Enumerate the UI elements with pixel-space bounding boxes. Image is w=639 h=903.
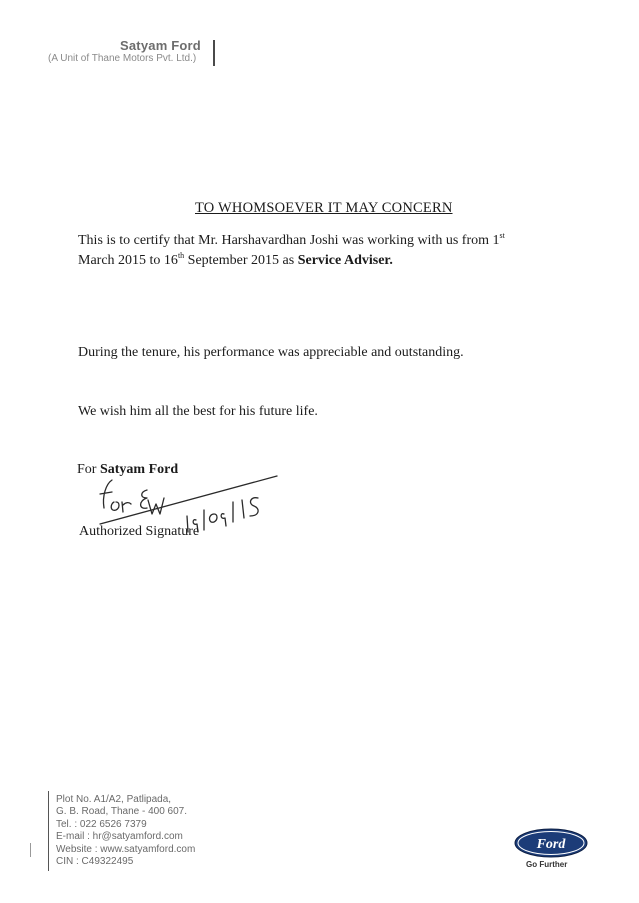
certification-paragraph [78,231,578,271]
ford-logo-text: Ford [536,837,566,852]
p1-text-end: September 2015 as [184,253,298,268]
letterhead-unit: (A Unit of Thane Motors Pvt. Ltd.) [48,53,197,64]
footer-telephone: Tel. : 022 6526 7379 [56,818,147,830]
letter-heading: TO WHOMSOEVER IT MAY CONCERN [195,200,453,216]
ford-tagline: Go Further [526,860,568,869]
letterhead-brand: Satyam Ford [120,38,201,53]
footer-address-line-2: G. B. Road, Thane - 400 607. [56,806,188,818]
footer-divider [48,791,49,871]
letterhead-divider [213,40,215,66]
authorized-signature-label: Authorized Signature [79,524,200,539]
p1-sup-1: st [499,231,505,240]
wishes-paragraph: We wish him all the best for his future life. [78,404,318,419]
footer-cin: CIN : C49322495 [56,856,134,868]
performance-paragraph: During the tenure, his performance was appreciable and outstanding. [78,345,464,360]
footer-email: E-mail : hr@satyamford.com [56,831,183,843]
ford-logo [514,828,588,858]
for-prefix: For [77,462,100,477]
footer-website: Website : www.satyamford.com [56,843,196,855]
job-role: Service Adviser. [297,253,393,268]
p1-text-start: This is to certify that Mr. Harshavardhan Joshi was working with us from 1 [78,233,500,248]
p1-sup-2: th [177,251,185,260]
footer-address-line-1: Plot No. A1/A2, Patlipada, [56,794,172,805]
footer-address-block [56,794,195,868]
footer-margin-mark [30,843,31,857]
p1-text-date: March 2015 to 16 [78,253,178,268]
for-company: Satyam Ford [99,462,179,477]
